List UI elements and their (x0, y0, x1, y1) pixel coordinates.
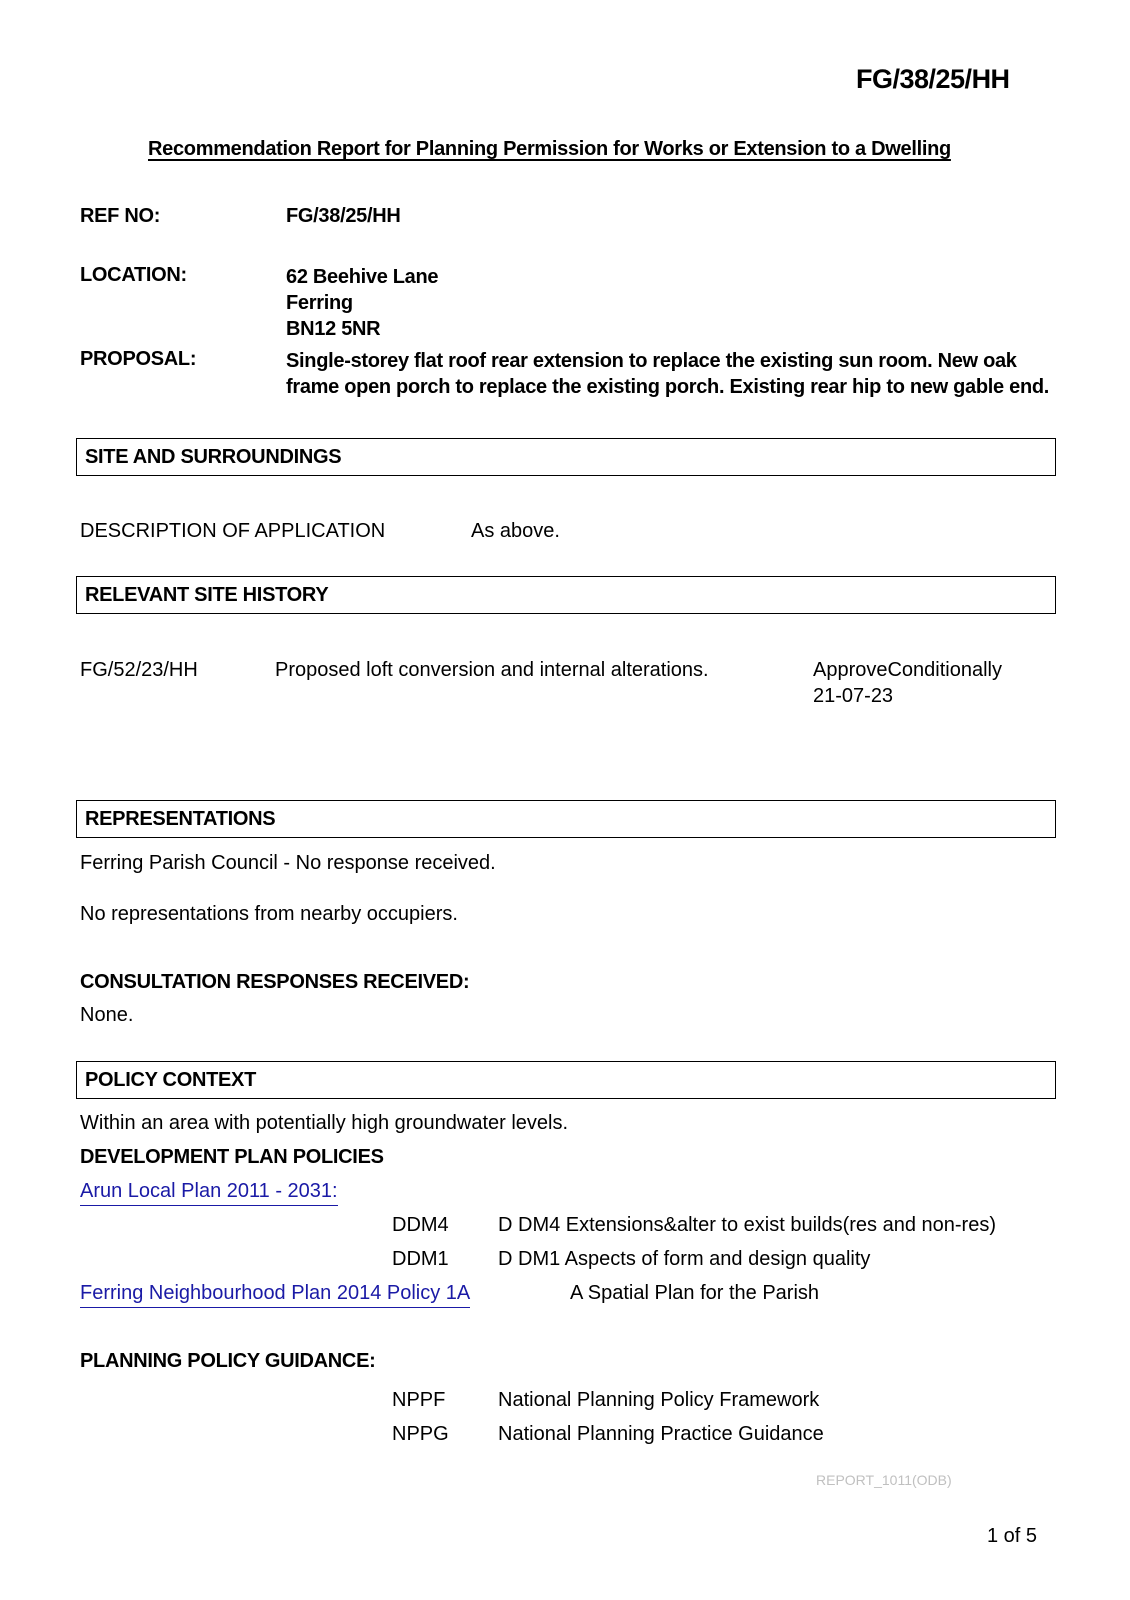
guidance-code: NPPG (392, 1423, 449, 1445)
report-code: REPORT_1011(ODB) (816, 1472, 952, 1488)
neighbourhood-plan-link[interactable]: Ferring Neighbourhood Plan 2014 Policy 1A (80, 1282, 470, 1308)
description-value: As above. (471, 520, 560, 542)
ref-no-value: FG/38/25/HH (286, 205, 401, 227)
guidance-description: National Planning Practice Guidance (498, 1423, 824, 1445)
guidance-heading: PLANNING POLICY GUIDANCE: (80, 1350, 376, 1372)
guidance-code: NPPF (392, 1389, 446, 1411)
policy-description: D DM4 Extensions&alter to exist builds(res and non-res) (498, 1214, 996, 1236)
policy-code: DDM4 (392, 1214, 449, 1236)
history-ref: FG/52/23/HH (80, 659, 198, 681)
proposal-line: Single-storey flat roof rear extension to replace the existing sun room. New oak (286, 350, 1017, 372)
dev-plan-heading: DEVELOPMENT PLAN POLICIES (80, 1146, 384, 1168)
location-label: LOCATION: (80, 264, 187, 286)
history-decision: ApproveConditionally (813, 659, 1003, 681)
report-title: Recommendation Report for Planning Permission for Works or Extension to a Dwelling (148, 138, 951, 160)
location-line: 62 Beehive Lane (286, 266, 439, 288)
ref-no-label: REF NO: (80, 205, 161, 227)
proposal-line: frame open porch to replace the existing porch. Existing rear hip to new gable end. (286, 376, 1050, 398)
guidance-description: National Planning Policy Framework (498, 1389, 820, 1411)
section-heading: POLICY CONTEXT (85, 1069, 257, 1091)
consultation-value: None. (80, 1004, 134, 1026)
location-line: BN12 5NR (286, 318, 381, 340)
location-address (286, 264, 438, 342)
page-number: 1 of 5 (987, 1525, 1038, 1547)
policy-context-section (76, 1061, 1056, 1099)
policy-description: D DM1 Aspects of form and design quality (498, 1248, 871, 1270)
section-heading: REPRESENTATIONS (85, 808, 276, 830)
proposal-text (286, 348, 1049, 400)
arun-local-plan-link[interactable]: Arun Local Plan 2011 - 2031: (80, 1180, 338, 1206)
policy-code: DDM1 (392, 1248, 449, 1270)
section-heading: RELEVANT SITE HISTORY (85, 584, 329, 606)
document-reference: FG/38/25/HH (856, 64, 1010, 94)
representation-line: No representations from nearby occupiers. (80, 903, 458, 925)
history-description: Proposed loft conversion and internal alterations. (275, 659, 709, 681)
representation-line: Ferring Parish Council - No response received. (80, 852, 496, 874)
policy-intro: Within an area with potentially high groundwater levels. (80, 1112, 569, 1134)
neighbourhood-description: A Spatial Plan for the Parish (570, 1282, 820, 1304)
location-line: Ferring (286, 292, 353, 314)
site-surroundings-section (76, 438, 1056, 476)
section-heading: SITE AND SURROUNDINGS (85, 446, 342, 468)
site-history-section (76, 576, 1056, 614)
history-date: 21-07-23 (813, 685, 894, 707)
proposal-label: PROPOSAL: (80, 348, 197, 370)
description-label: DESCRIPTION OF APPLICATION (80, 520, 386, 542)
representations-section (76, 800, 1056, 838)
consultation-heading: CONSULTATION RESPONSES RECEIVED: (80, 971, 470, 993)
